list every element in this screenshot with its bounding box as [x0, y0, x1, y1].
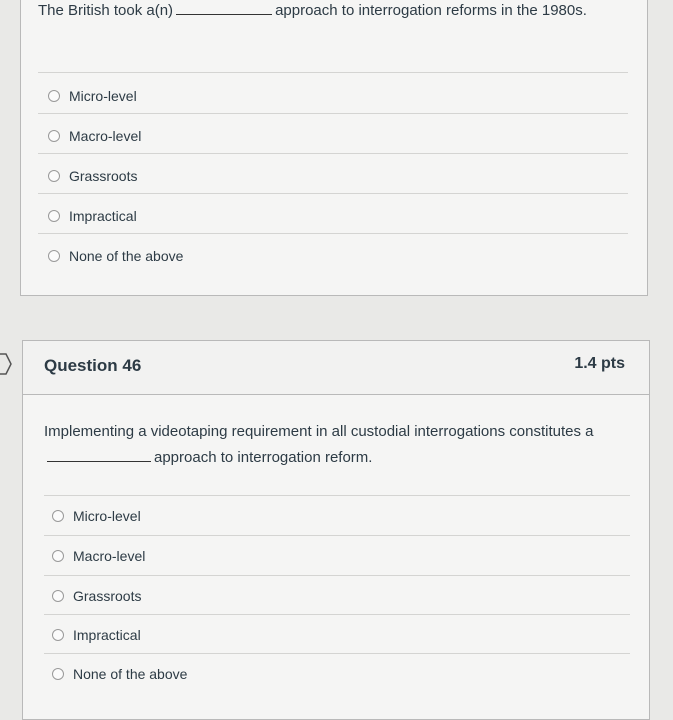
answer-label: Grassroots	[73, 588, 142, 604]
question-45-text	[38, 0, 628, 24]
question-46-text	[44, 419, 634, 471]
question-points: 1.4 pts	[574, 355, 625, 372]
answer-option-none-of-the-above[interactable]	[52, 662, 187, 686]
question-title: Question 46	[44, 356, 142, 375]
radio-button[interactable]	[52, 668, 64, 680]
radio-button[interactable]	[48, 90, 60, 102]
question-45-text-after: approach to interrogation reforms in the 1980s.	[275, 2, 587, 19]
answer-label: Impractical	[69, 208, 137, 224]
answer-option-grassroots[interactable]	[52, 584, 141, 608]
divider	[38, 193, 628, 194]
answer-option-micro-level[interactable]	[52, 504, 141, 528]
question-46-text-after: approach to interrogation reform.	[154, 449, 373, 466]
answer-option-grassroots[interactable]	[48, 164, 137, 188]
answer-option-impractical[interactable]	[48, 204, 137, 228]
divider	[38, 153, 628, 154]
divider	[38, 72, 628, 73]
radio-button[interactable]	[48, 210, 60, 222]
divider	[38, 113, 628, 114]
divider	[44, 575, 630, 576]
question-header	[23, 341, 649, 395]
answer-label: Macro-level	[73, 548, 146, 564]
answer-label: None of the above	[69, 248, 184, 264]
question-46-blank	[47, 446, 151, 462]
radio-button[interactable]	[52, 510, 64, 522]
divider	[44, 653, 630, 654]
radio-button[interactable]	[48, 250, 60, 262]
answer-option-macro-level[interactable]	[52, 544, 145, 568]
divider	[44, 495, 630, 496]
question-46-card	[22, 340, 650, 720]
radio-button[interactable]	[48, 170, 60, 182]
question-45-text-before: The British took a(n)	[38, 2, 174, 19]
divider	[44, 614, 630, 615]
answer-option-impractical[interactable]	[52, 623, 141, 647]
question-45-card	[20, 0, 648, 296]
answer-option-none-of-the-above[interactable]	[48, 244, 183, 268]
answer-label: Macro-level	[69, 128, 142, 144]
answer-label: Micro-level	[69, 88, 137, 104]
radio-button[interactable]	[52, 629, 64, 641]
radio-button[interactable]	[48, 130, 60, 142]
question-46-text-before: Implementing a videotaping requirement in all custodial interrogations constitutes a	[44, 423, 594, 440]
question-45-blank	[176, 0, 272, 15]
answer-label: Micro-level	[73, 508, 141, 524]
answer-label: Grassroots	[69, 168, 138, 184]
radio-button[interactable]	[52, 550, 64, 562]
answer-option-micro-level[interactable]	[48, 84, 137, 108]
answer-label: None of the above	[73, 666, 188, 682]
question-flag-icon[interactable]	[0, 352, 12, 376]
answer-label: Impractical	[73, 627, 141, 643]
answer-option-macro-level[interactable]	[48, 124, 141, 148]
divider	[38, 233, 628, 234]
divider	[44, 535, 630, 536]
radio-button[interactable]	[52, 590, 64, 602]
